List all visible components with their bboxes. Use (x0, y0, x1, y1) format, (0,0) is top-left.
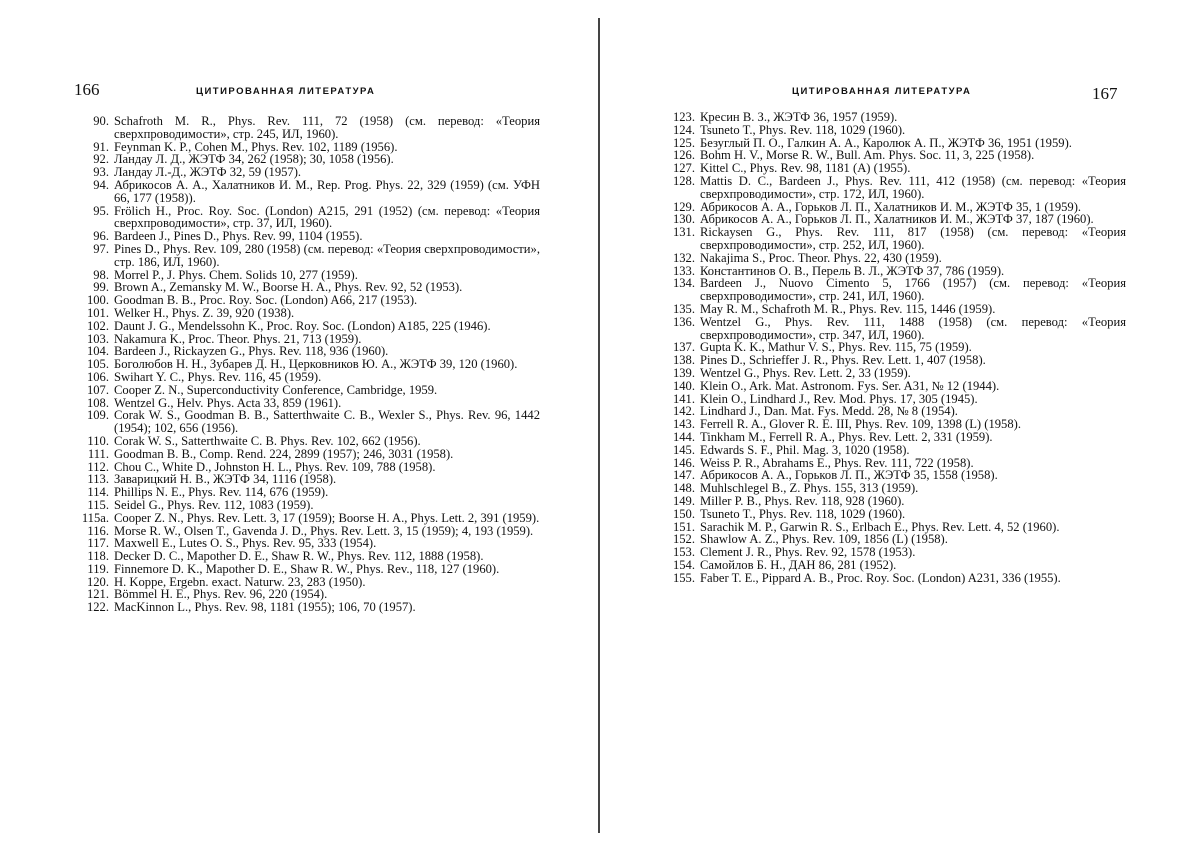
reference-item (666, 444, 1126, 457)
reference-text: Bardeen J., Pines D., Phys. Rev. 99, 1104 (1955). (114, 229, 363, 244)
reference-text: Daunt J. G., Mendelssohn K., Proc. Roy. Soc. (London) A185, 225 (1946). (114, 318, 491, 333)
reference-number: 99. (93, 280, 109, 295)
reference-number: 155. (672, 570, 695, 585)
reference-text: Самойлов Б. Н., ДАН 86, 281 (1952). (700, 557, 897, 572)
reference-number: 114. (87, 485, 109, 500)
reference-number: 115a. (81, 510, 109, 525)
reference-text: Pines D., Phys. Rev. 109, 280 (1958) (см. перевод: «Теория сверхпроводимости», стр. 186, ИЛ, 1960). (114, 241, 540, 269)
reference-text: Bömmel H. E., Phys. Rev. 96, 220 (1954). (114, 587, 328, 602)
reference-item (80, 371, 540, 384)
reference-item (666, 546, 1126, 559)
reference-text: Lindhard J., Dan. Mat. Fys. Medd. 28, № 8 (1954). (700, 404, 958, 419)
reference-number: 151. (672, 519, 695, 534)
reference-item (80, 435, 540, 448)
reference-text: Кресин В. З., ЖЭТФ 36, 1957 (1959). (700, 110, 898, 124)
reference-text: Gupta K. K., Mathur V. S., Phys. Rev. 115, 75 (1959). (700, 340, 972, 355)
reference-number: 144. (672, 429, 695, 444)
reference-text: Goodman B. B., Comp. Rend. 224, 2899 (1957); 246, 3031 (1958). (114, 446, 454, 461)
reference-number: 150. (672, 506, 695, 521)
reference-number: 97. (93, 241, 109, 256)
reference-number: 129. (672, 199, 695, 214)
reference-number: 140. (672, 378, 695, 393)
book-spine (598, 18, 600, 833)
reference-item (80, 243, 540, 269)
reference-text: Абрикосов А. А., Горьков Л. П., ЖЭТФ 35, 1558 (1958). (700, 468, 998, 483)
reference-text: Константинов О. В., Перель В. Л., ЖЭТФ 37, 786 (1959). (700, 263, 1005, 278)
reference-item (666, 380, 1126, 393)
reference-item (666, 495, 1126, 508)
reference-number: 108. (86, 395, 109, 410)
reference-number: 153. (672, 545, 695, 560)
reference-text: Morrel P., J. Phys. Chem. Solids 10, 277 (1959). (114, 267, 358, 282)
reference-text: Klein O., Ark. Mat. Astronom. Fys. Ser. A31, № 12 (1944). (700, 378, 1000, 393)
reference-number: 132. (672, 250, 695, 265)
reference-number: 134. (672, 276, 695, 291)
reference-number: 123. (672, 110, 695, 124)
reference-number: 107. (86, 382, 109, 397)
reference-text: Wentzel G., Phys. Rev. Lett. 2, 33 (1959). (700, 365, 911, 380)
reference-number: 100. (86, 293, 109, 308)
reference-text: Weiss P. R., Abrahams E., Phys. Rev. 111, 722 (1958). (700, 455, 974, 470)
reference-text: Muhlschlegel B., Z. Phys. 155, 313 (1959). (700, 481, 919, 496)
reference-item (80, 320, 540, 333)
reference-number: 143. (672, 417, 695, 432)
reference-number: 111. (87, 446, 109, 461)
reference-text: Nakamura K., Proc. Theor. Phys. 21, 713 (1959). (114, 331, 362, 346)
reference-number: 152. (672, 532, 695, 547)
reference-item (80, 409, 540, 435)
reference-text: Sarachik M. P., Garwin R. S., Erlbach E., Phys. Rev. Lett. 4, 52 (1960). (700, 519, 1060, 534)
left-page (0, 0, 598, 848)
reference-text: Ferrell R. A., Glover R. E. III, Phys. Rev. 109, 1398 (L) (1958). (700, 417, 1021, 432)
reference-number: 128. (672, 173, 695, 188)
reference-number: 121. (86, 587, 109, 602)
reference-number: 137. (672, 340, 695, 355)
reference-number: 118. (87, 549, 109, 564)
reference-text: Pines D., Schrieffer J. R., Phys. Rev. Lett. 1, 407 (1958). (700, 353, 986, 368)
reference-text: Finnemore D. K., Mapother D. E., Shaw R. W., Phys. Rev., 118, 127 (1960). (114, 561, 500, 576)
running-head: ЦИТИРОВАННАЯ ЛИТЕРАТУРА (792, 86, 972, 97)
reference-number: 139. (672, 365, 695, 380)
reference-item (80, 486, 540, 499)
reference-number: 91. (93, 139, 109, 154)
reference-item (666, 175, 1126, 201)
reference-number: 109. (86, 408, 109, 423)
reference-item (666, 252, 1126, 265)
reference-text: Ландау Л. Д., ЖЭТФ 34, 262 (1958); 30, 1058 (1956). (114, 152, 394, 167)
reference-number: 147. (672, 468, 695, 483)
reference-item (80, 205, 540, 231)
reference-item (666, 431, 1126, 444)
reference-item (666, 111, 1126, 124)
reference-item (80, 448, 540, 461)
reference-item (666, 572, 1126, 585)
reference-text: Абрикосов А. А., Горьков Л. П., Халатников И. М., ЖЭТФ 37, 187 (1960). (700, 212, 1094, 227)
reference-item (666, 559, 1126, 572)
page-number: 167 (1092, 84, 1118, 103)
reference-number: 136. (672, 314, 695, 329)
reference-item (666, 367, 1126, 380)
reference-text: Ландау Л.-Д., ЖЭТФ 32, 59 (1957). (114, 165, 302, 180)
reference-text: Боголюбов Н. Н., Зубарев Д. Н., Церковников Ю. А., ЖЭТФ 39, 120 (1960). (114, 357, 518, 372)
reference-text: Clement J. R., Phys. Rev. 92, 1578 (1953). (700, 545, 916, 560)
reference-item (80, 499, 540, 512)
reference-number: 141. (672, 391, 695, 406)
reference-item (666, 277, 1126, 303)
reference-text: Абрикосов А. А., Халатников И. М., Rep. Prog. Phys. 22, 329 (1959) (см. УФН 66, 177 (1958)). (114, 177, 540, 205)
reference-text: Brown A., Zemansky M. W., Boorse H. A., Phys. Rev. 92, 52 (1953). (114, 280, 463, 295)
reference-text: Faber T. E., Pippard A. B., Proc. Roy. Soc. (London) A231, 336 (1955). (700, 570, 1061, 585)
reference-number: 112. (87, 459, 109, 474)
reference-item (80, 601, 540, 614)
reference-item (80, 179, 540, 205)
reference-item (666, 482, 1126, 495)
reference-text: Wentzel G., Helv. Phys. Acta 33, 859 (1961). (114, 395, 342, 410)
reference-number: 90. (93, 114, 109, 128)
reference-list (666, 111, 1126, 584)
reference-number: 102. (86, 318, 109, 333)
reference-number: 94. (93, 177, 109, 192)
reference-item (80, 563, 540, 576)
reference-text: Tsuneto T., Phys. Rev. 118, 1029 (1960). (700, 506, 906, 521)
reference-item (666, 508, 1126, 521)
reference-text: Tinkham M., Ferrell R. A., Phys. Rev. Lett. 2, 331 (1959). (700, 429, 993, 444)
reference-number: 127. (672, 161, 695, 176)
reference-text: Welker H., Phys. Z. 39, 920 (1938). (114, 305, 295, 320)
reference-text: Edwards S. F., Phil. Mag. 3, 1020 (1958). (700, 442, 910, 457)
reference-number: 131. (672, 225, 695, 240)
reference-text: Miller P. B., Phys. Rev. 118, 928 (1960). (700, 493, 905, 508)
reference-text: Morse R. W., Olsen T., Gavenda J. D., Phys. Rev. Lett. 3, 15 (1959); 4, 193 (1959). (114, 523, 534, 538)
reference-number: 106. (86, 369, 109, 384)
page-number: 166 (74, 80, 100, 99)
reference-text: Безуглый П. О., Галкин А. А., Каролюк А. П., ЖЭТФ 36, 1951 (1959). (700, 135, 1072, 150)
reference-text: MacKinnon L., Phys. Rev. 98, 1181 (1955); 106, 70 (1957). (114, 600, 416, 615)
reference-item (666, 124, 1126, 137)
reference-number: 92. (93, 152, 109, 167)
reference-text: May R. M., Schafroth M. R., Phys. Rev. 115, 1446 (1959). (700, 301, 996, 316)
reference-number: 93. (93, 165, 109, 180)
reference-text: Corak W. S., Goodman B. B., Satterthwaite C. B., Wexler S., Phys. Rev. 96, 1442 (1954); 102, 656 (1956). (114, 408, 540, 436)
reference-number: 116. (87, 523, 109, 538)
reference-text: Chou C., White D., Johnston H. L., Phys. Rev. 109, 788 (1958). (114, 459, 436, 474)
reference-number: 96. (93, 229, 109, 244)
reference-text: Feynman K. P., Cohen M., Phys. Rev. 102, 1189 (1956). (114, 139, 398, 154)
reference-number: 117. (87, 536, 109, 551)
reference-text: Cooper Z. N., Superconductivity Conference, Cambridge, 1959. (114, 382, 438, 397)
reference-item (80, 115, 540, 141)
reference-text: Bohm H. V., Morse R. W., Bull. Am. Phys. Soc. 11, 3, 225 (1958). (700, 148, 1035, 163)
running-head: ЦИТИРОВАННАЯ ЛИТЕРАТУРА (196, 86, 376, 97)
reference-text: Schafroth M. R., Phys. Rev. 111, 72 (1958) (см. перевод: «Теория сверхпроводимости», стр. 245, ИЛ, 1960). (114, 114, 540, 141)
reference-number: 133. (672, 263, 695, 278)
reference-text: Mattis D. C., Bardeen J., Phys. Rev. 111, 412 (1958) (см. перевод: «Теория сверхпроводимости», стр. 172, ИЛ, 1960). (700, 173, 1126, 201)
reference-text: Klein O., Lindhard J., Rev. Mod. Phys. 17, 305 (1945). (700, 391, 978, 406)
reference-text: Заварицкий Н. В., ЖЭТФ 34, 1116 (1958). (114, 472, 337, 487)
reference-number: 110. (87, 433, 109, 448)
reference-number: 154. (672, 557, 695, 572)
reference-text: Corak W. S., Satterthwaite C. B. Phys. Rev. 102, 662 (1956). (114, 433, 421, 448)
reference-text: Phillips N. E., Phys. Rev. 114, 676 (1959). (114, 485, 329, 500)
reference-number: 130. (672, 212, 695, 227)
reference-number: 142. (672, 404, 695, 419)
reference-item (80, 512, 540, 525)
reference-number: 98. (93, 267, 109, 282)
reference-text: Bardeen J., Rickayzen G., Phys. Rev. 118, 936 (1960). (114, 344, 389, 359)
reference-item (80, 307, 540, 320)
reference-item (80, 384, 540, 397)
reference-text: Абрикосов А. А., Горьков Л. П., Халатников И. М., ЖЭТФ 35, 1 (1959). (700, 199, 1082, 214)
reference-number: 122. (86, 600, 109, 615)
reference-text: Bardeen J., Nuovo Cimento 5, 1766 (1957) (см. перевод: «Теория сверхпроводимости», стр. 241, ИЛ, 1960). (700, 276, 1126, 304)
reference-text: H. Koppe, Ergebn. exact. Naturw. 23, 283 (1950). (114, 574, 366, 589)
reference-number: 120. (86, 574, 109, 589)
reference-text: Nakajima S., Proc. Theor. Phys. 22, 430 (1959). (700, 250, 942, 265)
reference-list (80, 115, 540, 614)
reference-text: Maxwell E., Lutes O. S., Phys. Rev. 95, 333 (1954). (114, 536, 377, 551)
right-page (602, 0, 1200, 848)
reference-number: 113. (87, 472, 109, 487)
reference-text: Frölich H., Proc. Roy. Soc. (London) A215, 291 (1952) (см. перевод: «Теория сверхпроводимости», стр. 37, ИЛ, 1960). (114, 203, 540, 231)
reference-item (666, 316, 1126, 342)
reference-item (666, 226, 1126, 252)
reference-text: Swihart Y. C., Phys. Rev. 116, 45 (1959). (114, 369, 322, 384)
reference-text: Tsuneto T., Phys. Rev. 118, 1029 (1960). (700, 122, 906, 137)
reference-number: 95. (93, 203, 109, 218)
reference-text: Cooper Z. N., Phys. Rev. Lett. 3, 17 (1959); Boorse H. A., Phys. Lett. 2, 391 (1959). (114, 510, 540, 525)
reference-item (666, 303, 1126, 316)
reference-number: 146. (672, 455, 695, 470)
reference-number: 126. (672, 148, 695, 163)
reference-text: Goodman B. B., Proc. Roy. Soc. (London) A66, 217 (1953). (114, 293, 418, 308)
reference-number: 105. (86, 357, 109, 372)
reference-number: 149. (672, 493, 695, 508)
reference-number: 119. (87, 561, 109, 576)
reference-number: 104. (86, 344, 109, 359)
reference-number: 101. (86, 305, 109, 320)
reference-number: 135. (672, 301, 695, 316)
reference-item (666, 418, 1126, 431)
reference-text: Rickaysen G., Phys. Rev. 111, 817 (1958) (см. перевод: «Теория сверхпроводимости», стр. 252, ИЛ, 1960). (700, 225, 1126, 252)
reference-number: 125. (672, 135, 695, 150)
reference-number: 115. (87, 497, 109, 512)
reference-number: 145. (672, 442, 695, 457)
reference-number: 103. (86, 331, 109, 346)
reference-text: Seidel G., Phys. Rev. 112, 1083 (1959). (114, 497, 314, 512)
reference-number: 124. (672, 122, 695, 137)
reference-text: Wentzel G., Phys. Rev. 111, 1488 (1958) (см. перевод: «Теория сверхпроводимости», стр. 347, ИЛ, 1960). (700, 314, 1126, 342)
reference-text: Shawlow A. Z., Phys. Rev. 109, 1856 (L) (1958). (700, 532, 948, 547)
reference-text: Kittel C., Phys. Rev. 98, 1181 (A) (1955). (700, 161, 911, 176)
reference-number: 138. (672, 353, 695, 368)
reference-text: Decker D. C., Mapother D. E., Shaw R. W., Phys. Rev. 112, 1888 (1958). (114, 549, 484, 564)
reference-number: 148. (672, 481, 695, 496)
reference-item (80, 550, 540, 563)
